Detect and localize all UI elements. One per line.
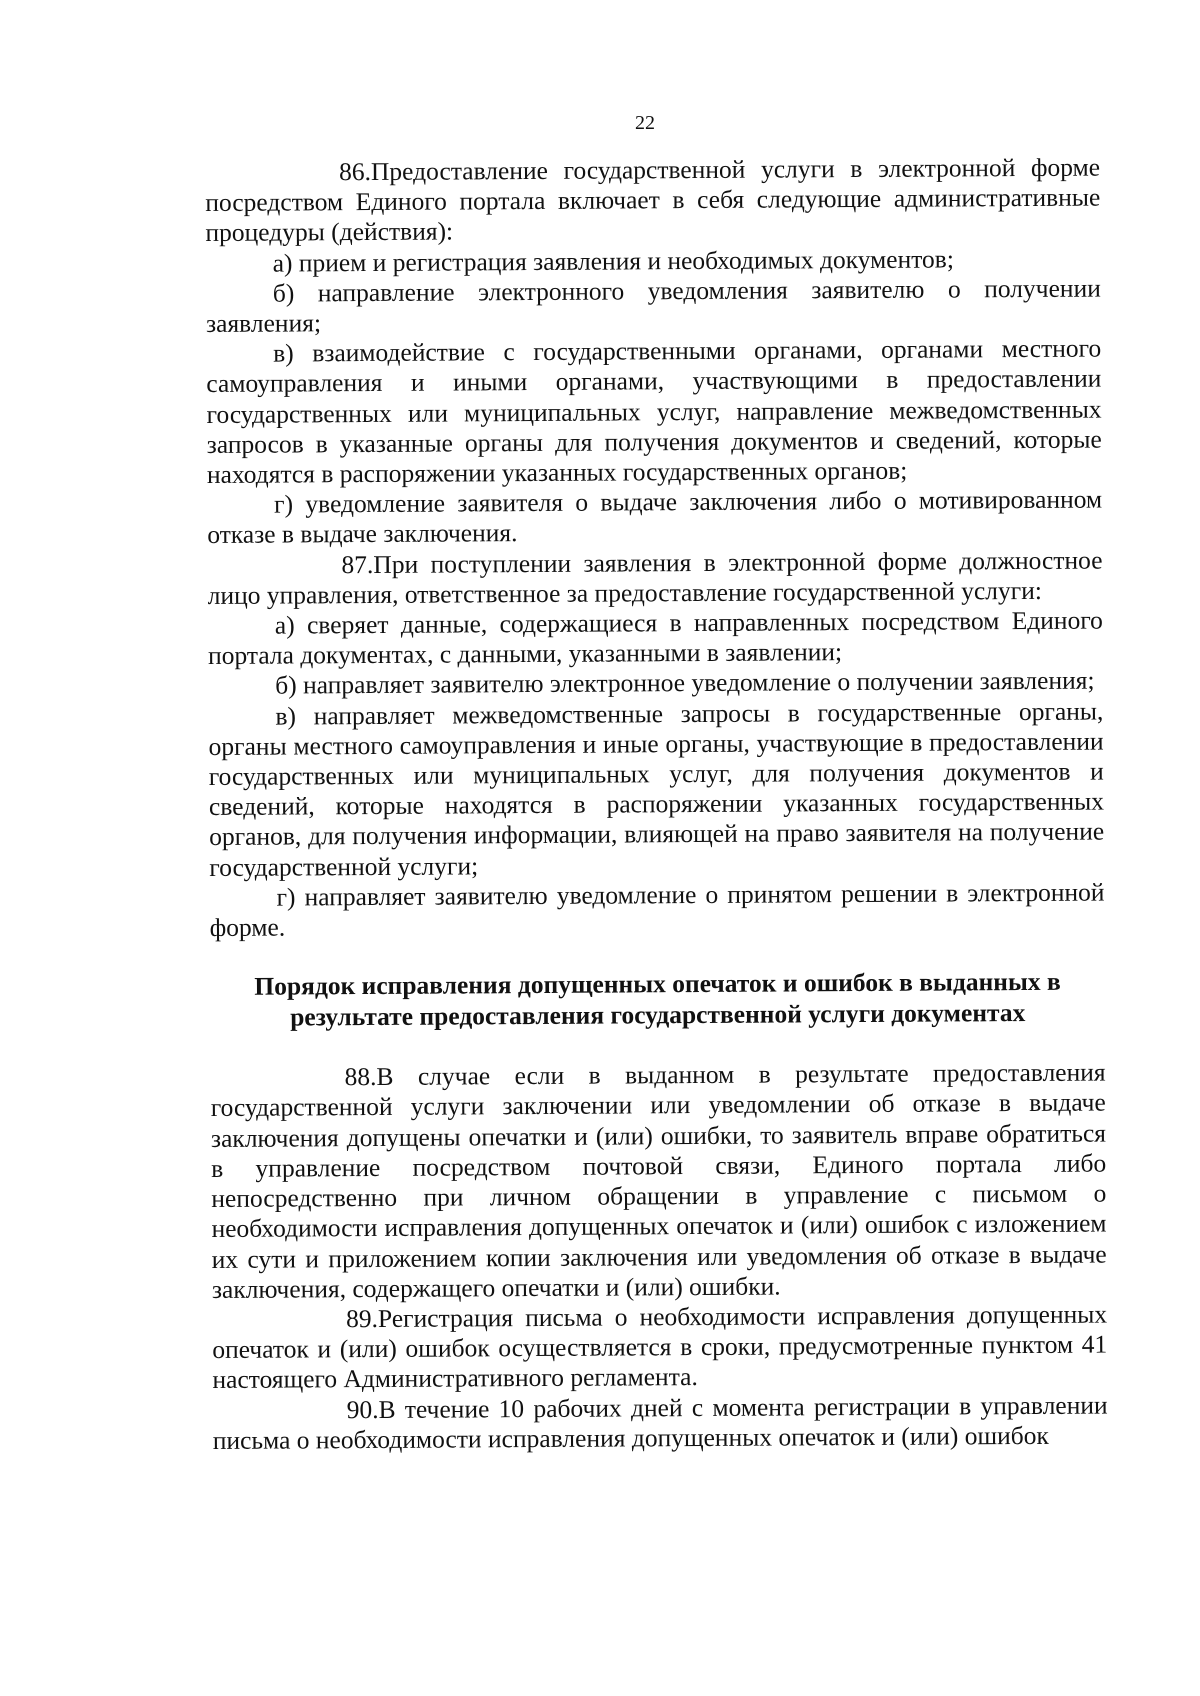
paragraph-text: Предоставление государственной услуги в электронной форме посредством Единого портала включает в себя следующие административные процедуры (действия): xyxy=(205,152,1101,248)
paragraph-number: 90. xyxy=(346,1394,379,1424)
paragraph-text: г) направляет заявителю уведомление о принятом решении в электронной форме. xyxy=(209,877,1105,943)
paragraph-number: 86. xyxy=(338,156,372,187)
paragraph-text: в) направляет межведомственные запросы в государственные органы, органы местного самоуправления и иные органы, участвующие в предоставлении государственных или муниципальных услуг, для получения документов и сведений, которые находятся в распоряжении указанных государственных органов, для получения информации, влияющей на право заявителя на получение государственной услуги; xyxy=(208,696,1105,882)
paragraph-88 xyxy=(211,1058,1107,1305)
paragraph-text: В течение 10 рабочих дней с момента регистрации в управлении письма о необходимости исправления допущенных опечаток и (или) ошибок xyxy=(212,1390,1108,1455)
paragraph-90 xyxy=(213,1390,1108,1456)
page-number: 22 xyxy=(635,112,655,134)
list-item-a xyxy=(208,606,1103,672)
list-item-v xyxy=(208,696,1104,883)
paragraph-87 xyxy=(207,545,1102,611)
paragraph-text: При поступлении заявления в электронной форме должностное лицо управления, ответственное за предоставление государственной услуги: xyxy=(207,545,1103,610)
list-item-b xyxy=(206,273,1101,339)
paragraph-text: Регистрация письма о необходимости исправления допущенных опечаток и (или) ошибок осуществляется в сроки, предусмотренные пунктом 41 настоящего Административного регламента. xyxy=(212,1299,1108,1395)
paragraph-text: в) взаимодействие с государственными органами, органами местного самоуправления и иными органами, участвующими в предоставлении государственных или муниципальных услуг, направление межведомственных запросов в указанные органы для получения документов и сведений, которые находятся в распоряжении указанных государственных органов; xyxy=(206,333,1102,490)
section-heading: Порядок исправления допущенных опечаток и ошибок в выданных в результате предоставления государственной услуги документах xyxy=(254,967,1061,1032)
paragraph-text: б) направляет заявителю электронное уведомление о получении заявления; xyxy=(275,666,1095,701)
document-body xyxy=(205,153,1108,1456)
list-item-g xyxy=(207,485,1102,551)
paragraph-number: 88. xyxy=(344,1062,377,1092)
list-item-v xyxy=(206,334,1102,490)
paragraph-89 xyxy=(212,1299,1108,1395)
paragraph-text: а) прием и регистрация заявления и необходимых документов; xyxy=(272,244,954,278)
paragraph-number: 89. xyxy=(346,1303,379,1334)
paragraph-text: В случае если в выданном в результате предоставления государственной услуги заключении или уведомлении об отказе в выдаче заключения допущены опечатки и (или) ошибки, то заявитель вправе обратиться в управление посредством почтовой связи, Единого портала либо непосредственно при личном обращении в управление с письмом о необходимости исправления допущенных опечаток и (или) ошибок с изложением их сути и приложением копии заключения или уведомления об отказе в выдаче заключения, содержащего опечатки и (или) ошибки. xyxy=(210,1057,1107,1304)
paragraph-number: 87. xyxy=(341,549,374,579)
paragraph-text: а) сверяет данные, содержащиеся в направленных посредством Единого портала документах, с данными, указанными в заявлении; xyxy=(207,605,1103,671)
list-item-g xyxy=(209,877,1104,943)
paragraph-86 xyxy=(205,153,1101,249)
paragraph-text: б) направление электронного уведомления заявителю о получении заявления; xyxy=(205,273,1101,339)
paragraph-text: г) уведомление заявителя о выдаче заключения либо о мотивированном отказе в выдаче заключения. xyxy=(207,484,1103,550)
